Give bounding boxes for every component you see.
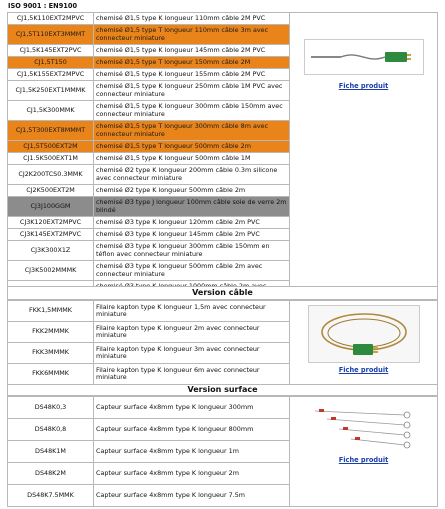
product-reference: CJ3J100GGM [8,197,94,217]
product-description: chemisé Ø1,5 type K longueur 145mm câble 2M PVC [94,45,290,57]
table-row [8,13,438,25]
surface-section [7,384,438,396]
product-description: chemisé Ø1,5 type K longueur 300mm câble 150mm avec connecteur miniature [94,101,290,121]
table-row [8,397,438,419]
product-reference: FKK1,5MMMK [8,301,94,322]
product-reference: DS48K0,8 [8,419,94,441]
product-description: Capteur surface 4x8mm type K longueur 1m [94,441,290,463]
table-row [8,301,438,322]
cable-probe-image [308,305,420,363]
cable-table [7,300,438,385]
cable-section-title: Version câble [8,287,438,300]
product-reference: FKK3MMMK [8,343,94,364]
surface-table [7,396,438,507]
product-reference: DS48K7.5MMK [8,485,94,507]
product-reference: CJ1,5T110EXT3MMMT [8,25,94,45]
product-image-cell [290,301,438,385]
product-description: chemisé Ø3 type J longueur 100mm câble soie de verre 2m blindé [94,197,290,217]
surface-section-title: Version surface [8,385,438,396]
product-reference: DS48K0,3 [8,397,94,419]
product-reference: CJ1,5T150 [8,57,94,69]
product-reference: CJ1,5T500EXT2M [8,141,94,153]
product-description: chemisé Ø2 type K longueur 500mm câble 2m [94,185,290,197]
product-reference: CJ1,5K300MMK [8,101,94,121]
product-reference: CJ1,5K145EXT2PVC [8,45,94,57]
product-reference: CJ2K500EXT2M [8,185,94,197]
sheathed-probe-image [304,39,424,75]
product-reference: CJ3K120EXT2MPVC [8,217,94,229]
product-reference: CJ1,5K155EXT2MPVC [8,69,94,81]
sheathed-table [7,12,438,301]
product-description: chemisé Ø1,5 type K longueur 155mm câble 2M PVC [94,69,290,81]
product-description: chemisé Ø1,5 type K longueur 110mm câble 2M PVC [94,13,290,25]
product-description: chemisé Ø1,5 type K longueur 500mm câble 1M [94,153,290,165]
product-reference: CJ1,5K250EXT1MMMK [8,81,94,101]
product-description: Filaire kapton type K longueur 1,5m avec connecteur miniature [94,301,290,322]
product-description: Capteur surface 4x8mm type K longueur 7.5m [94,485,290,507]
product-reference: CJ2K200TCS0.3MMK [8,165,94,185]
product-description: Filaire kapton type K longueur 3m avec connecteur miniature [94,343,290,364]
product-description: chemisé Ø1,5 type T longueur 110mm câble 3m avec connecteur miniature [94,25,290,45]
product-description: chemisé Ø3 type K longueur 500mm câble 2m avec connecteur miniature [94,261,290,281]
surface-probe-image [309,405,419,449]
product-description: Capteur surface 4x8mm type K longueur 300mm [94,397,290,419]
product-image-cell [290,13,438,301]
product-description: Filaire kapton type K longueur 2m avec connecteur miniature [94,322,290,343]
product-reference: DS48K2M [8,463,94,485]
product-description: Capteur surface 4x8mm type K longueur 2m [94,463,290,485]
product-description: Filaire kapton type K longueur 6m avec connecteur miniature [94,364,290,385]
product-description: chemisé Ø1,5 type T longueur 500mm câble 2m [94,141,290,153]
product-description: chemisé Ø3 type K longueur 300mm câble 150mm en téflon avec connecteur miniature [94,241,290,261]
product-sheet-link[interactable]: Fiche produit [338,366,389,374]
product-reference: CJ1,5K110EXT2MPVC [8,13,94,25]
product-sheet-link[interactable]: Fiche produit [338,456,389,464]
product-reference: FKK6MMMK [8,364,94,385]
product-reference: CJ3K300X1Z [8,241,94,261]
product-image-cell [290,397,438,507]
product-reference: CJ3K5002MMMK [8,261,94,281]
product-description: Capteur surface 4x8mm type K longueur 800mm [94,419,290,441]
product-description: chemisé Ø1,5 type T longueur 150mm câble 2M [94,57,290,69]
product-reference: CJ1.5K500EXT1M [8,153,94,165]
iso-certification: ISO 9001 : EN9100 [8,2,78,10]
product-description: chemisé Ø2 type K longueur 200mm câble 0.3m silicone avec connecteur miniature [94,165,290,185]
cable-section [7,286,438,300]
product-description: chemisé Ø1,5 type K longueur 250mm câble 1M PVC avec connecteur miniature [94,81,290,101]
product-reference: DS48K1M [8,441,94,463]
product-description: chemisé Ø3 type K longueur 120mm câble 2m PVC [94,217,290,229]
product-description: chemisé Ø1,5 type T longueur 300mm câble 8m avec connecteur miniature [94,121,290,141]
product-description: chemisé Ø3 type K longueur 145mm câble 2m PVC [94,229,290,241]
product-reference: FKK2MMMK [8,322,94,343]
product-sheet-link[interactable]: Fiche produit [338,82,389,90]
product-reference: CJ3K145EXT2MPVC [8,229,94,241]
product-reference: CJ1,5T300EXT8MMMT [8,121,94,141]
